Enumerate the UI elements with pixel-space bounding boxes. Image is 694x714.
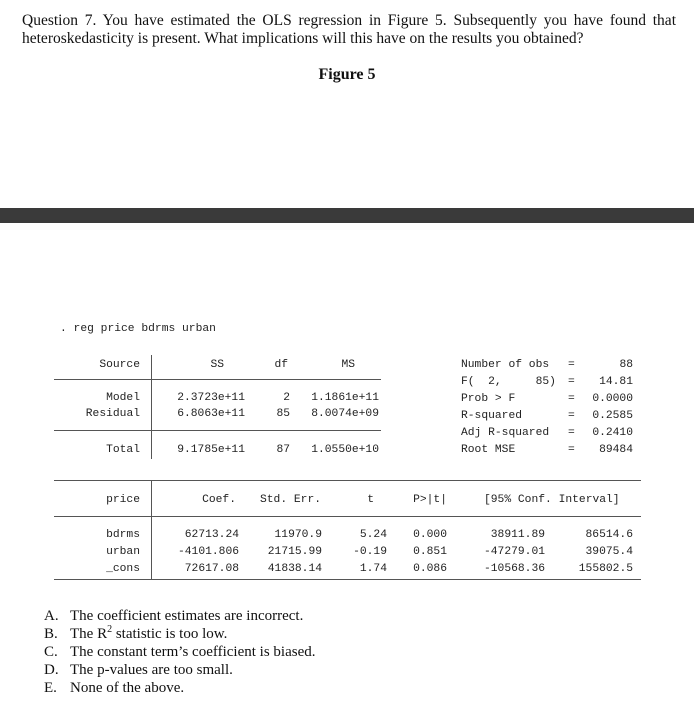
stata-command: . reg price bdrms urban bbox=[60, 323, 216, 335]
stat-eq: = bbox=[568, 359, 575, 371]
coef-row-var: bdrms bbox=[106, 529, 140, 541]
answer-text: The p-values are too small. bbox=[70, 662, 233, 678]
anova-total-source: Total bbox=[106, 444, 140, 456]
coef-row-p: 0.000 bbox=[413, 529, 447, 541]
anova-total-ms: 1.0550e+10 bbox=[311, 444, 379, 456]
coef-header-t: t bbox=[367, 494, 374, 506]
stat-value: 89484 bbox=[599, 444, 633, 456]
answer-superscript: 2 bbox=[107, 624, 113, 635]
coef-row-ci-low: 38911.89 bbox=[490, 529, 545, 541]
answer-text: The R bbox=[70, 626, 108, 642]
coef-row-ci-low: -10568.36 bbox=[483, 563, 545, 575]
coef-row-ci-low: -47279.01 bbox=[483, 546, 545, 558]
coef-row-var: _cons bbox=[106, 563, 140, 575]
anova-total-df: 87 bbox=[276, 444, 290, 456]
answer-option bbox=[44, 643, 315, 661]
stat-eq: = bbox=[568, 393, 575, 405]
answer-option bbox=[44, 679, 315, 697]
anova-header-source: Source bbox=[99, 359, 140, 371]
coef-header-se: Std. Err. bbox=[259, 494, 321, 506]
anova-header-rule bbox=[54, 379, 381, 380]
coef-row-se: 21715.99 bbox=[267, 546, 322, 558]
coef-row-coef: -4101.806 bbox=[177, 546, 239, 558]
anova-total-rule bbox=[54, 430, 381, 431]
stat-eq: = bbox=[568, 410, 575, 422]
image-divider-band bbox=[0, 208, 694, 223]
stat-value: 0.2410 bbox=[592, 427, 633, 439]
coef-row-t: 5.24 bbox=[359, 529, 387, 541]
coef-bottom-rule bbox=[54, 579, 641, 580]
figure-title: Figure 5 bbox=[318, 66, 376, 83]
coef-row-var: urban bbox=[106, 546, 140, 558]
coef-header-coef: Coef. bbox=[202, 494, 236, 506]
answer-option bbox=[44, 607, 315, 625]
answer-letter: B. bbox=[44, 626, 58, 642]
anova-row-df: 85 bbox=[276, 408, 290, 420]
answer-text: statistic is too low. bbox=[112, 626, 228, 642]
coef-row-ci-high: 86514.6 bbox=[585, 529, 633, 541]
coef-row-p: 0.851 bbox=[413, 546, 447, 558]
coef-row-p: 0.086 bbox=[413, 563, 447, 575]
anova-header-ms: MS bbox=[341, 359, 355, 371]
coef-row-t: -0.19 bbox=[353, 546, 387, 558]
stat-value: 0.0000 bbox=[592, 393, 633, 405]
stat-label: R-squared bbox=[461, 410, 523, 422]
answer-option bbox=[44, 625, 315, 643]
anova-header-ss: SS bbox=[210, 359, 224, 371]
question-text: Question 7. You have estimated the OLS regression in Figure 5. Subsequently you have found that heteroskedasticity is present. What implications will this have on the results you obtained? bbox=[22, 12, 676, 47]
stat-eq: = bbox=[568, 444, 575, 456]
coef-row-se: 41838.14 bbox=[267, 563, 322, 575]
anova-row-df: 2 bbox=[283, 392, 290, 404]
answer-letter: C. bbox=[44, 644, 58, 660]
stat-value: 88 bbox=[619, 359, 633, 371]
coef-row-se: 11970.9 bbox=[274, 529, 322, 541]
coef-header-p: P>|t| bbox=[413, 494, 447, 506]
stat-eq: = bbox=[568, 427, 575, 439]
answer-letter: D. bbox=[44, 662, 59, 678]
coef-row-coef: 62713.24 bbox=[184, 529, 239, 541]
coef-row-ci-high: 39075.4 bbox=[585, 546, 633, 558]
coef-row-t: 1.74 bbox=[359, 563, 387, 575]
anova-header-df: df bbox=[274, 359, 288, 371]
anova-row-source: Residual bbox=[85, 408, 140, 420]
stat-label: Number of obs bbox=[461, 359, 550, 371]
anova-row-ss: 2.3723e+11 bbox=[177, 392, 245, 404]
coef-header-ci: [95% Conf. Interval] bbox=[484, 494, 620, 506]
stat-label: Prob > F bbox=[461, 393, 516, 405]
coef-top-rule bbox=[54, 480, 641, 481]
answer-text: The coefficient estimates are incorrect. bbox=[70, 608, 304, 624]
stat-label: Root MSE bbox=[461, 444, 516, 456]
stat-label: F( 2, 85) bbox=[461, 376, 556, 388]
stat-value: 14.81 bbox=[599, 376, 633, 388]
stat-label: Adj R-squared bbox=[461, 427, 550, 439]
answer-text: None of the above. bbox=[70, 680, 185, 696]
coef-header-rule bbox=[54, 516, 641, 517]
answer-list bbox=[44, 607, 315, 697]
anova-row-ms: 8.0074e+09 bbox=[311, 408, 379, 420]
anova-row-ss: 6.8063e+11 bbox=[177, 408, 245, 420]
anova-total-ss: 9.1785e+11 bbox=[177, 444, 245, 456]
answer-letter: A. bbox=[44, 608, 59, 624]
answer-option bbox=[44, 661, 315, 679]
coef-row-coef: 72617.08 bbox=[184, 563, 239, 575]
stat-eq: = bbox=[568, 376, 575, 388]
answer-letter: E. bbox=[44, 680, 57, 696]
coef-row-ci-high: 155802.5 bbox=[578, 563, 633, 575]
anova-row-ms: 1.1861e+11 bbox=[311, 392, 379, 404]
coef-column-divider bbox=[151, 480, 152, 580]
anova-row-source: Model bbox=[106, 392, 140, 404]
answer-text: The constant term’s coefficient is biased. bbox=[70, 644, 316, 660]
coef-header-var: price bbox=[106, 494, 140, 506]
stat-value: 0.2585 bbox=[592, 410, 633, 422]
